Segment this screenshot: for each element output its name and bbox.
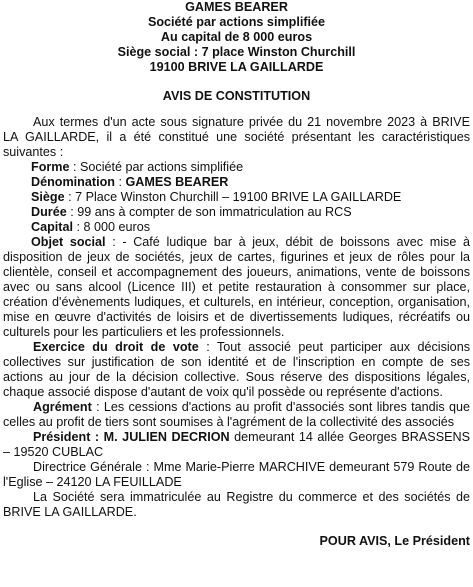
share-capital: Au capital de 8 000 euros <box>160 30 313 44</box>
duree-value: : 99 ans à compter de son immatriculation au RCS <box>66 205 352 219</box>
vote-label: Exercice du droit de vote <box>33 340 199 354</box>
siege-label: Siège <box>31 190 65 204</box>
notice-body <box>3 115 470 520</box>
duree-line <box>3 205 470 220</box>
company-name: GAMES BEARER <box>185 0 288 14</box>
denomination-line <box>3 175 470 190</box>
forme-value: : Société par actions simplifiée <box>69 160 244 174</box>
dg-paragraph: Directrice Générale : Mme Marie-Pierre MARCHIVE demeurant 579 Route de l'Eglise – 24120 LA FEUILLADE <box>3 460 470 489</box>
intro-paragraph: Aux termes d'un acte sous signature privée du 21 novembre 2023 à BRIVE LA GAILLARDE, il a été constitué une société présentant les caractéristiques suivantes : <box>3 115 470 159</box>
president-paragraph <box>3 430 470 460</box>
signature: POUR AVIS, Le Président <box>319 534 470 548</box>
objet-paragraph <box>3 235 470 340</box>
denomination-sep: : <box>114 175 126 189</box>
notice-title: AVIS DE CONSTITUTION <box>162 89 311 103</box>
capital-label: Capital <box>31 220 73 234</box>
agrement-label: Agrément <box>33 400 92 414</box>
agrement-value: : Les cessions d'actions au profit d'associés sont libres tandis que celles au profit de tiers sont soumises à l'agrément de la collectivité des associés <box>3 400 470 429</box>
forme-label: Forme <box>31 160 70 174</box>
capital-value: : 8 000 euros <box>73 220 151 234</box>
agrement-paragraph <box>3 400 470 430</box>
siege-line <box>3 190 470 205</box>
objet-label: Objet social <box>31 235 106 249</box>
denomination-value: GAMES BEARER <box>125 175 229 189</box>
duree-label: Durée <box>31 205 67 219</box>
capital-line <box>3 220 470 235</box>
rcs-paragraph: La Société sera immatriculée au Registre du commerce et des sociétés de BRIVE LA GAILLARDE. <box>3 490 470 519</box>
vote-value: : Tout associé peut participer aux décisions collectives sur justification de son identité et de l'inscription en compte de ses actions au jour de la décision collective. Sous réserve des dispositions légales, chaque associé dispose d'autant de voix qu'il possède ou représente d'actions. <box>3 340 470 399</box>
registered-city: 19100 BRIVE LA GAILLARDE <box>149 60 324 74</box>
siege-value: : 7 Place Winston Churchill – 19100 BRIVE LA GAILLARDE <box>64 190 402 204</box>
president-label: Président : M. JULIEN DECRION <box>33 430 230 444</box>
objet-value: : - Café ludique bar à jeux, débit de boissons avec mise à disposition de jeux de sociétés, jeux de cartes, figurines et jeux de rôles pour la clientèle, conseil et accompagnement des joueurs, animations, vente de boissons avec ou sans alcool (Licence III) et petite restauration à consommer sur place, création d'évènements ludiques, et culturels, en intérieur, conception, organisation, mise en œuvre d'activités de loisirs et de divertissements ludiques, récréatifs ou culturels pour les particuliers et les professionnels. <box>3 235 470 339</box>
denomination-label: Dénomination <box>31 175 115 189</box>
forme-line <box>3 160 470 175</box>
vote-paragraph <box>3 340 470 400</box>
president-value: demeurant 14 allée Georges BRASSENS – 19520 CUBLAC <box>3 430 470 459</box>
legal-form: Société par actions simplifiée <box>147 15 326 29</box>
registered-office: Siège social : 7 place Winston Churchill <box>117 45 356 59</box>
